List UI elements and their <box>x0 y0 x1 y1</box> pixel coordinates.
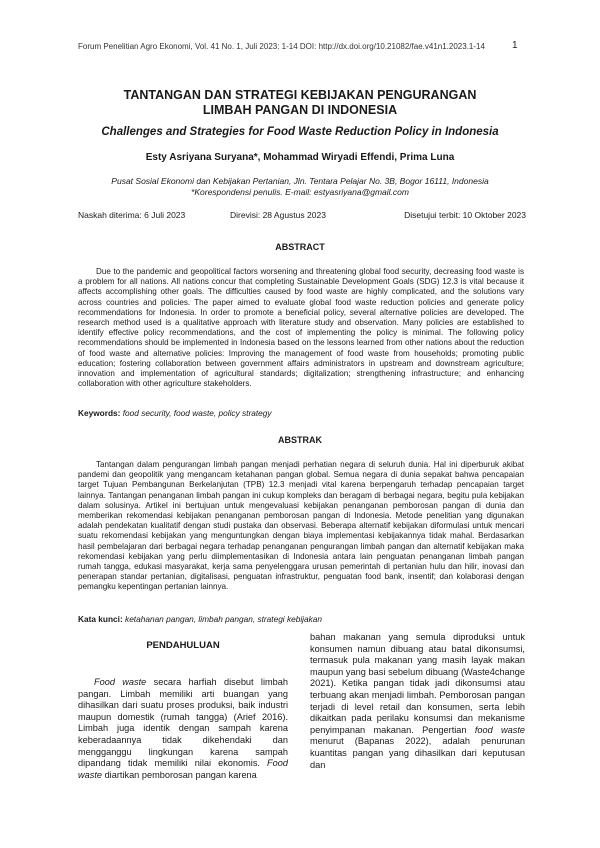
intro-left-column <box>78 630 288 781</box>
journal-header: Forum Penelitian Agro Ekonomi, Vol. 41 No. 1, Juli 2023: 1-14 DOI: http://dx.doi.org/10.21082/fae.v41n1.2023.1-14 <box>78 42 485 51</box>
intro-left-text-2: diartikan pemborosan pangan karena <box>102 769 257 780</box>
paper-title-line-2: LIMBAH PANGAN DI INDONESIA <box>202 103 398 117</box>
abstract-text: Due to the pandemic and geopolitical factors worsening and threatening global food security, decreasing food waste is a problem for all nations. All nations concur that completing Sustainable Development Goals (SDG) 12.3 is vital because it affects accomplishing other goals. The difficulties caused by food waste are highly complicated, and the solutions vary across countries and policies. The paper aimed to evaluate global food waste reduction policies and generate policy recommendations for Indonesia. In order to promote a beneficial policy, several alternative policies are developed. The research method used is a qualitative approach with literature study and observation. Many policies are established to identify effective policy recommendations, and the cost of implementing the policy is minimal. The following policy recommendations should be implemented in Indonesia based on the lessons learned from other nations about the reduction of food waste and alternative policies: Improving the management of food waste from households; promoting public education; fostering collaboration between government affairs administrators in upstream and downstream agriculture; innovation and implementation of agricultural standards; digitalization; strengthening infrastructure; and enhancing collaboration with other agriculture stakeholders. <box>78 267 524 389</box>
intro-left-text-1: secara harfiah disebut limbah pangan. Limbah memiliki arti buangan yang dihasilkan dari suatu proses produksi, baik industri maupun domestik (rumah tangga) (Arief 2016). Limbah juga identik dengan sampah karena keberadaannya tidak dikehendaki dan mengganggu lingkungan karena sampah dipandang tidak memiliki nilai ekonomis. <box>78 677 288 769</box>
intro-right-text-2: menurut (Bapanas 2022), adalah penurunan kuantitas pangan yang dihasilkan dari keputusan dan <box>310 736 525 770</box>
keywords-label: Keywords: <box>78 408 121 418</box>
abstrak-heading: ABSTRAK <box>278 435 322 445</box>
corresponding-author: *Korespondensi penulis. E-mail: estyasriyana@gmail.com <box>191 187 409 197</box>
paper-title-english: Challenges and Strategies for Food Waste Reduction Policy in Indonesia <box>101 126 499 138</box>
date-revised: Direvisi: 28 Agustus 2023 <box>230 210 326 220</box>
keywords-id <box>78 614 524 624</box>
date-received: Naskah diterima: 6 Juli 2023 <box>78 210 186 220</box>
intro-term-food-waste-2: Food waste <box>78 758 288 780</box>
page-number: 1 <box>512 40 518 51</box>
keywords-values: food security, food waste, policy strategy <box>122 408 272 418</box>
keywords-en <box>78 408 524 418</box>
kata-kunci-values: ketahanan pangan, limbah pangan, strategi kebijakan <box>125 614 323 624</box>
intro-paragraph-left <box>78 677 288 781</box>
kata-kunci-label: Kata kunci: <box>78 614 123 624</box>
intro-right-text-1: bahan makanan yang semula diproduksi untuk konsumen namun dibuang atau batal dikonsumsi, termasuk pula makanan yang masih layak makan maupun yang basi sebelum dibuang (Waste4change 2021). Ketika pangan tidak jadi dikonsumsi atau terbuang akan menjadi limbah. Pemborosan pangan terjadi di level retail dan konsumen, serta lebih dikaitkan pada perilaku konsumsi dan mekanisme penyimpanan makanan. Pengertian <box>310 632 525 735</box>
affiliation-address: Pusat Sosial Ekonomi dan Kebijakan Pertanian, Jln. Tentara Pelajar No. 3B, Bogor 16111, Indonesia <box>111 176 489 186</box>
abstrak-text: Tantangan dalam pengurangan limbah pangan menjadi perhatian negara di seluruh dunia. Hal ini diperburuk akibat pandemi dan geopolitik yang mengancam ketahanan pangan global. Semua negara di dunia sepakat bahwa pencapaian target Tujuan Pembangunan Berkelanjutan (TPB) 12.3 menjadi vital karena berpengaruh terhadap pencapaian target lainnya. Tantangan penanganan limbah pangan ini cukup kompleks dan beragam di berbagai negara, begitu pula kebijakan dalam solusinya. Artikel ini bertujuan untuk mengevaluasi kebijakan penanganan pemborosan pangan di dunia dan memberikan rekomendasi kebijakan penanganan pemborosan pangan di Indonesia. Metode penelitian yang digunakan adalah pendekatan kualitatif dengan studi pustaka dan observasi. Beberapa alternatif kebijakan diformulasi untuk mencari suatu rekomendasi kebijakan yang menguntungkan dengan biaya implementasi kebijakannya tidak mahal. Berdasarkan hasil pembelajaran dari berbagai negara terhadap penanganan pengurangan limbah pangan dan alternatif kebijakan maka rekomendasi kebijakan yang perlu diimplementasikan di Indonesia antara lain penguatan penanganan limbah pangan rumah tangga, edukasi masyarakat, kerja sama penyelenggara urusan pemerintah di pertanian hulu dan hilir, inovasi dan penerapan standar pertanian, digitalisasi, penguatan infrastruktur, penguatan food bank, insentif; dan kolaborasi dengan pemangku kepentingan pertanian lainnya. <box>78 460 524 592</box>
intro-paragraph-right <box>310 632 525 771</box>
intro-term-food-waste-3: food waste <box>474 724 525 735</box>
abstract-heading: ABSTRACT <box>275 242 325 252</box>
intro-term-food-waste: Food waste <box>94 677 147 687</box>
paper-title <box>80 88 520 118</box>
paper-title-line-1: TANTANGAN DAN STRATEGI KEBIJAKAN PENGURANGAN <box>123 88 477 102</box>
intro-right-column <box>310 632 525 771</box>
date-approved: Disetujui terbit: 10 Oktober 2023 <box>404 210 526 220</box>
affiliation <box>60 176 540 198</box>
author-list: Esty Asriyana Suryana*, Mohammad Wiryadi Effendi, Prima Luna <box>145 152 455 163</box>
introduction-heading: PENDAHULUAN <box>146 640 220 651</box>
